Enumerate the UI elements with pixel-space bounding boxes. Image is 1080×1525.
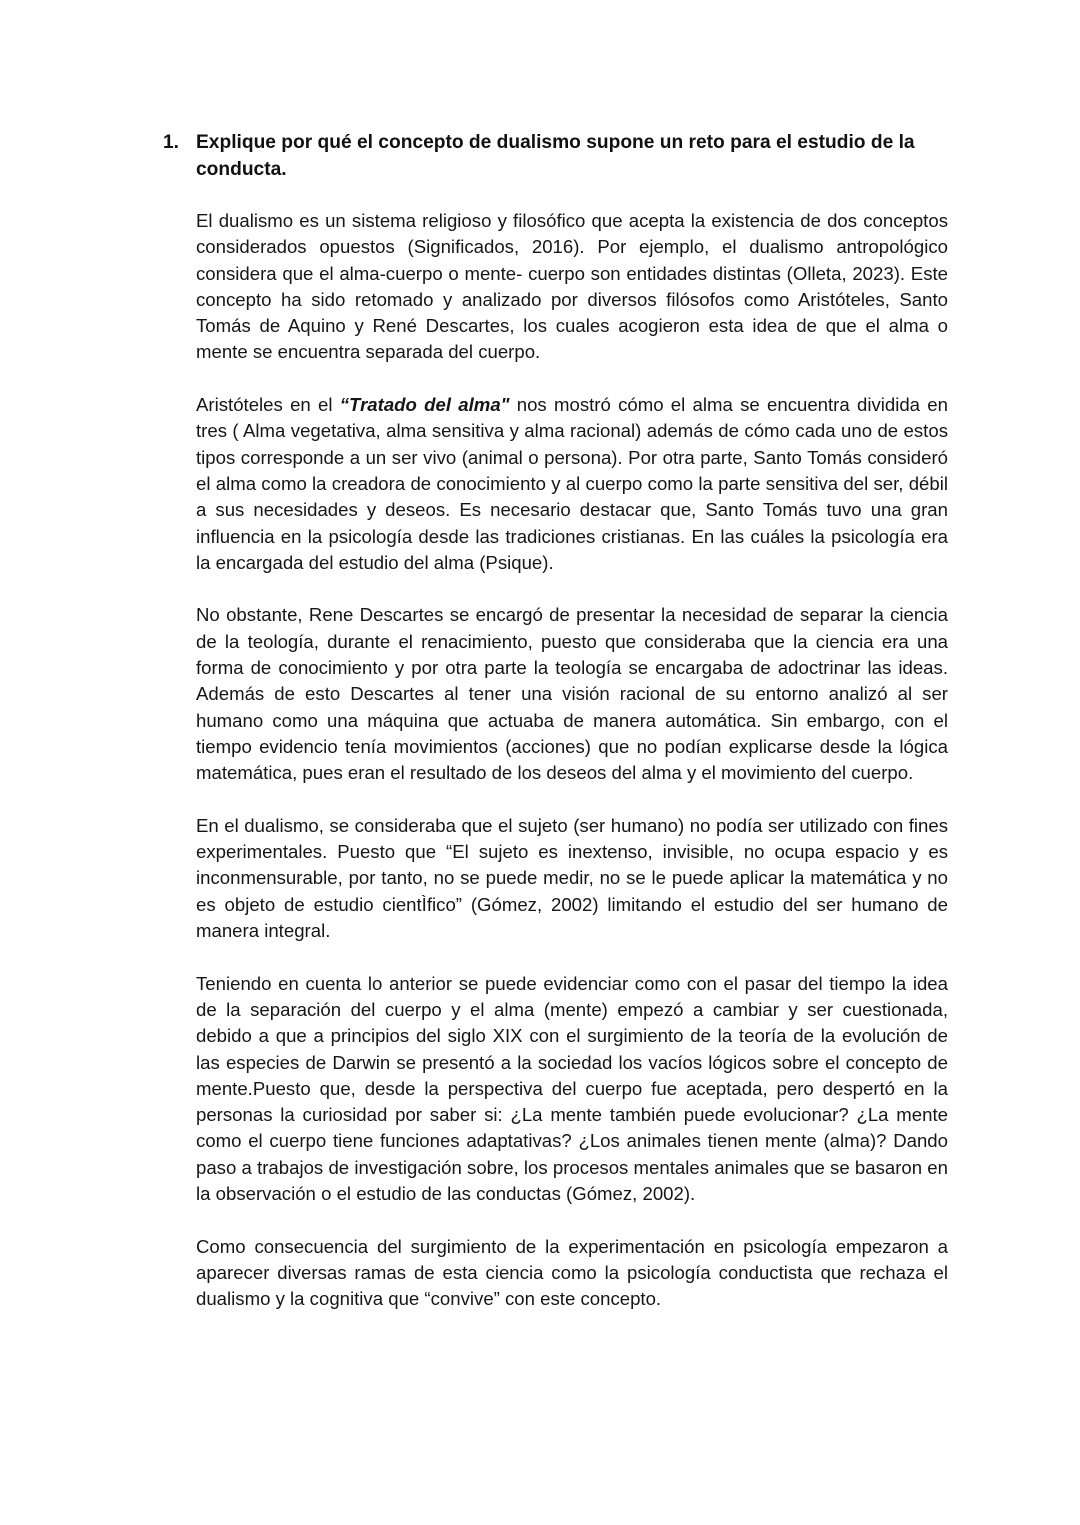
paragraph-consequences: Como consecuencia del surgimiento de la experimentación en psicología empezaron a aparecer diversas ramas de esta ciencia como la psicología conductista que rechaza el dualismo y la cognitiva que “convive” con este concepto.: [196, 1235, 948, 1310]
paragraph-aristotle-suffix: nos mostró cómo el alma se encuentra dividida en tres ( Alma vegetativa, alma sensitiva y alma racional) además de cómo cada uno de estos tipos corresponde a un ser vivo (animal o persona). Por otra parte, Santo Tomás consideró el alma como la creadora de conocimiento y al cuerpo como la parte sensitiva del ser, débil a sus necesidades y deseos. Es necesario destacar que, Santo Tomás tuvo una gran influencia en la psicología desde las tradiciones cristianas. En las cuáles la psicología era la encargada del estudio del alma (Psique).: [196, 394, 948, 573]
paragraph-dualism-definition: El dualismo es un sistema religioso y filosófico que acepta la existencia de dos conceptos considerados opuestos (Significados, 2016). Por ejemplo, el dualismo antropológico considera que el alma-cuerpo o mente- cuerpo son entidades distintas (Olleta, 2023). Este concepto ha sido retomado y analizado por diversos filósofos como Aristóteles, Santo Tomás de Aquino y René Descartes, los cuales acogieron esta idea de que el alma o mente se encuentra separada del cuerpo.: [196, 210, 948, 363]
question-text: Explique por qué el concepto de dualismo supone un reto para el estudio de la conducta.: [196, 132, 915, 180]
question-heading: [163, 130, 949, 183]
paragraph-darwin-evolution: Teniendo en cuenta lo anterior se puede evidenciar como con el pasar del tiempo la idea de la separación del cuerpo y el alma (mente) empezó a cambiar y ser cuestionada, debido a que a principios del siglo XIX con el surgimiento de la teoría de la evolución de las especies de Darwin se presentó a la sociedad los vacíos lógicos sobre el concepto de mente.Puesto que, desde la perspectiva del cuerpo fue aceptada, pero despertó en la personas la curiosidad por saber si: ¿La mente también puede evolucionar? ¿La mente como el cuerpo tiene funciones adaptativas? ¿Los animales tienen mente (alma)? Dando paso a trabajos de investigación sobre, los procesos mentales animales que se basaron en la observación o el estudio de las conductas (Gómez, 2002).: [196, 972, 948, 1204]
paragraph-aristotle-prefix: Aristóteles en el: [196, 394, 340, 416]
answer-body: [196, 208, 948, 1339]
question-number: 1.: [163, 132, 180, 153]
paragraph-subject-experimental: En el dualismo, se consideraba que el sujeto (ser humano) no podía ser utilizado con fines experimentales. Puesto que “El sujeto es inextenso, invisible, no ocupa espacio y es inconmensurable, por tanto, no se puede medir, no se le puede aplicar la matemática y no es objeto de estudio cientÌfico” (Gómez, 2002) limitando el estudio del ser humano de manera integral.: [196, 814, 948, 942]
paragraph-descartes: No obstante, Rene Descartes se encargó de presentar la necesidad de separar la ciencia de la teología, durante el renacimiento, puesto que consideraba que la ciencia era una forma de conocimiento y por otra parte la teología se encargaba de adoctrinar las ideas. Además de esto Descartes al tener una visión racional de su entorno analizó al ser humano como una máquina que actuaba de manera automática. Sin embargo, con el tiempo evidencio tenía movimientos (acciones) que no podían explicarse desde la lógica matemática, pues eran el resultado de los deseos del alma y el movimiento del cuerpo.: [196, 604, 948, 784]
treatise-title-emphasis: “Tratado del alma": [339, 394, 510, 416]
paragraph-aristotle: [196, 392, 948, 576]
